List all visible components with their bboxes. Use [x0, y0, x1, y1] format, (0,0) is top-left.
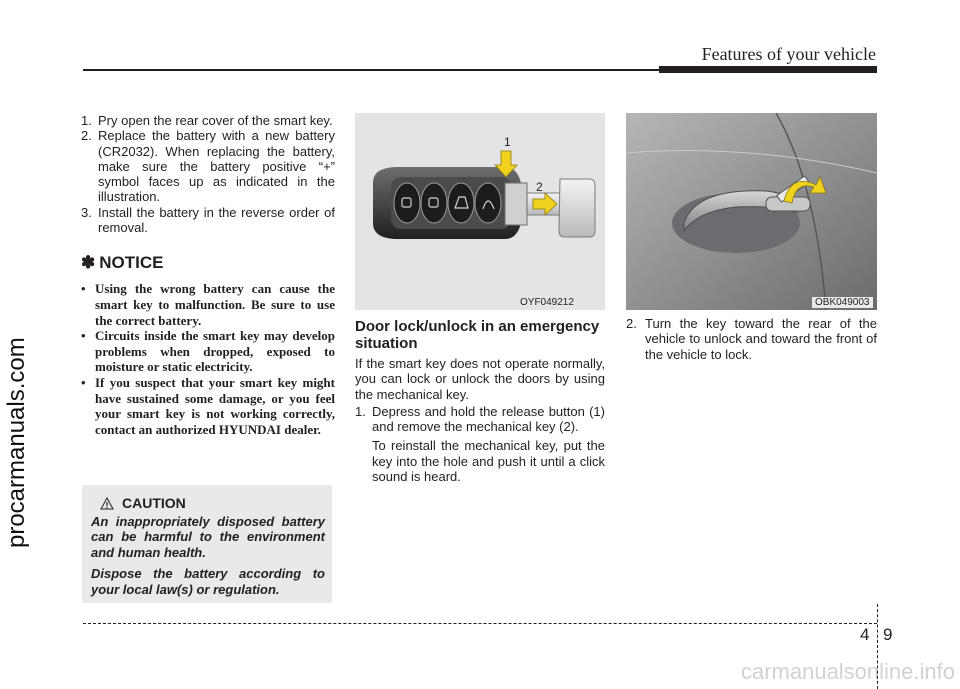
figure-code: OYF049212: [520, 297, 574, 308]
page-number: 9: [883, 625, 893, 644]
step-text: Replace the battery with a new battery (CR2032). When replacing the battery, make sure the battery positive “+” symbol faces up as indicated in the illustration.: [98, 128, 335, 205]
door-handle-illustration-icon: [626, 113, 877, 310]
battery-step: [81, 113, 335, 128]
bullet-icon: •: [81, 281, 86, 297]
caution-box: [82, 485, 332, 603]
emergency-step: [355, 404, 605, 435]
notice-title: NOTICE: [99, 253, 164, 273]
bullet-icon: •: [81, 328, 86, 344]
figure-code: OBK049003: [812, 297, 873, 308]
header-rule: [83, 69, 659, 71]
notice-heading: [81, 253, 335, 273]
step-number: 2.: [626, 316, 637, 331]
smart-key-illustration-icon: [355, 113, 605, 310]
bullet-icon: •: [81, 374, 86, 390]
chapter-number: 4: [860, 625, 870, 644]
step-text: Pry open the rear cover of the smart key.: [98, 113, 333, 128]
notice-text: If you suspect that your smart key might have sustained some damage, or you feel your smart key is not working correctly, contact an authorized HYUNDAI dealer.: [95, 374, 335, 437]
notice-text: Using the wrong battery can cause the smart key to malfunction. Be sure to use the correct battery.: [95, 281, 335, 328]
step-text: Depress and hold the release button (1) and remove the mechanical key (2).: [372, 403, 605, 435]
footer-rule: [83, 623, 877, 624]
caution-paragraph: Dispose the battery according to your local law(s) or regulation.: [91, 566, 325, 597]
notice-item: [81, 328, 335, 375]
caution-title: CAUTION: [122, 495, 186, 511]
emergency-heading: Door lock/unlock in an emergency situation: [355, 318, 600, 352]
emergency-step: [626, 316, 877, 362]
caution-paragraph: An inappropriately disposed battery can be harmful to the environment and human health.: [91, 514, 325, 560]
step-number: 1.: [355, 403, 366, 419]
step-number: 2.: [81, 128, 92, 144]
turn-key-column: [626, 316, 877, 362]
warning-triangle-icon: [100, 497, 114, 510]
emergency-intro: If the smart key does not operate normally, you can lock or unlock the doors by using the mechanical key.: [355, 356, 605, 402]
caution-heading: [100, 495, 186, 511]
reinstall-note: To reinstall the mechanical key, put the key into the hole and push it until a click sound is heard.: [372, 438, 605, 485]
notice-text: Circuits inside the smart key may develop problems when dropped, exposed to moisture or static electricity.: [95, 328, 335, 375]
step-text: Install the battery in the reverse order of removal.: [98, 204, 335, 236]
battery-step: [81, 205, 335, 236]
step-number: 3.: [81, 204, 92, 220]
header-rule-accent: [659, 66, 877, 73]
step-number: 1.: [81, 113, 92, 128]
smart-key-figure: [355, 113, 605, 310]
battery-steps: [81, 113, 335, 235]
notice-icon: ✽: [81, 253, 96, 273]
page-number-separator: [877, 604, 878, 689]
callout-1: 1: [504, 135, 511, 149]
notice-item: [81, 375, 335, 437]
door-handle-figure: [626, 113, 877, 310]
bottom-watermark: carmanualsonline.info: [740, 659, 955, 684]
step-text: Turn the key toward the rear of the vehicle to unlock and toward the front of the vehicle to lock.: [645, 316, 877, 362]
notice-item: [81, 281, 335, 328]
section-title: Features of your vehicle: [701, 44, 876, 64]
emergency-column: [355, 318, 605, 484]
battery-column: [81, 113, 335, 437]
caution-text: [91, 514, 325, 603]
callout-2: 2: [536, 180, 543, 194]
notice-list: [81, 281, 335, 437]
side-watermark: procarmanuals.com: [3, 337, 30, 548]
battery-step: [81, 128, 335, 204]
